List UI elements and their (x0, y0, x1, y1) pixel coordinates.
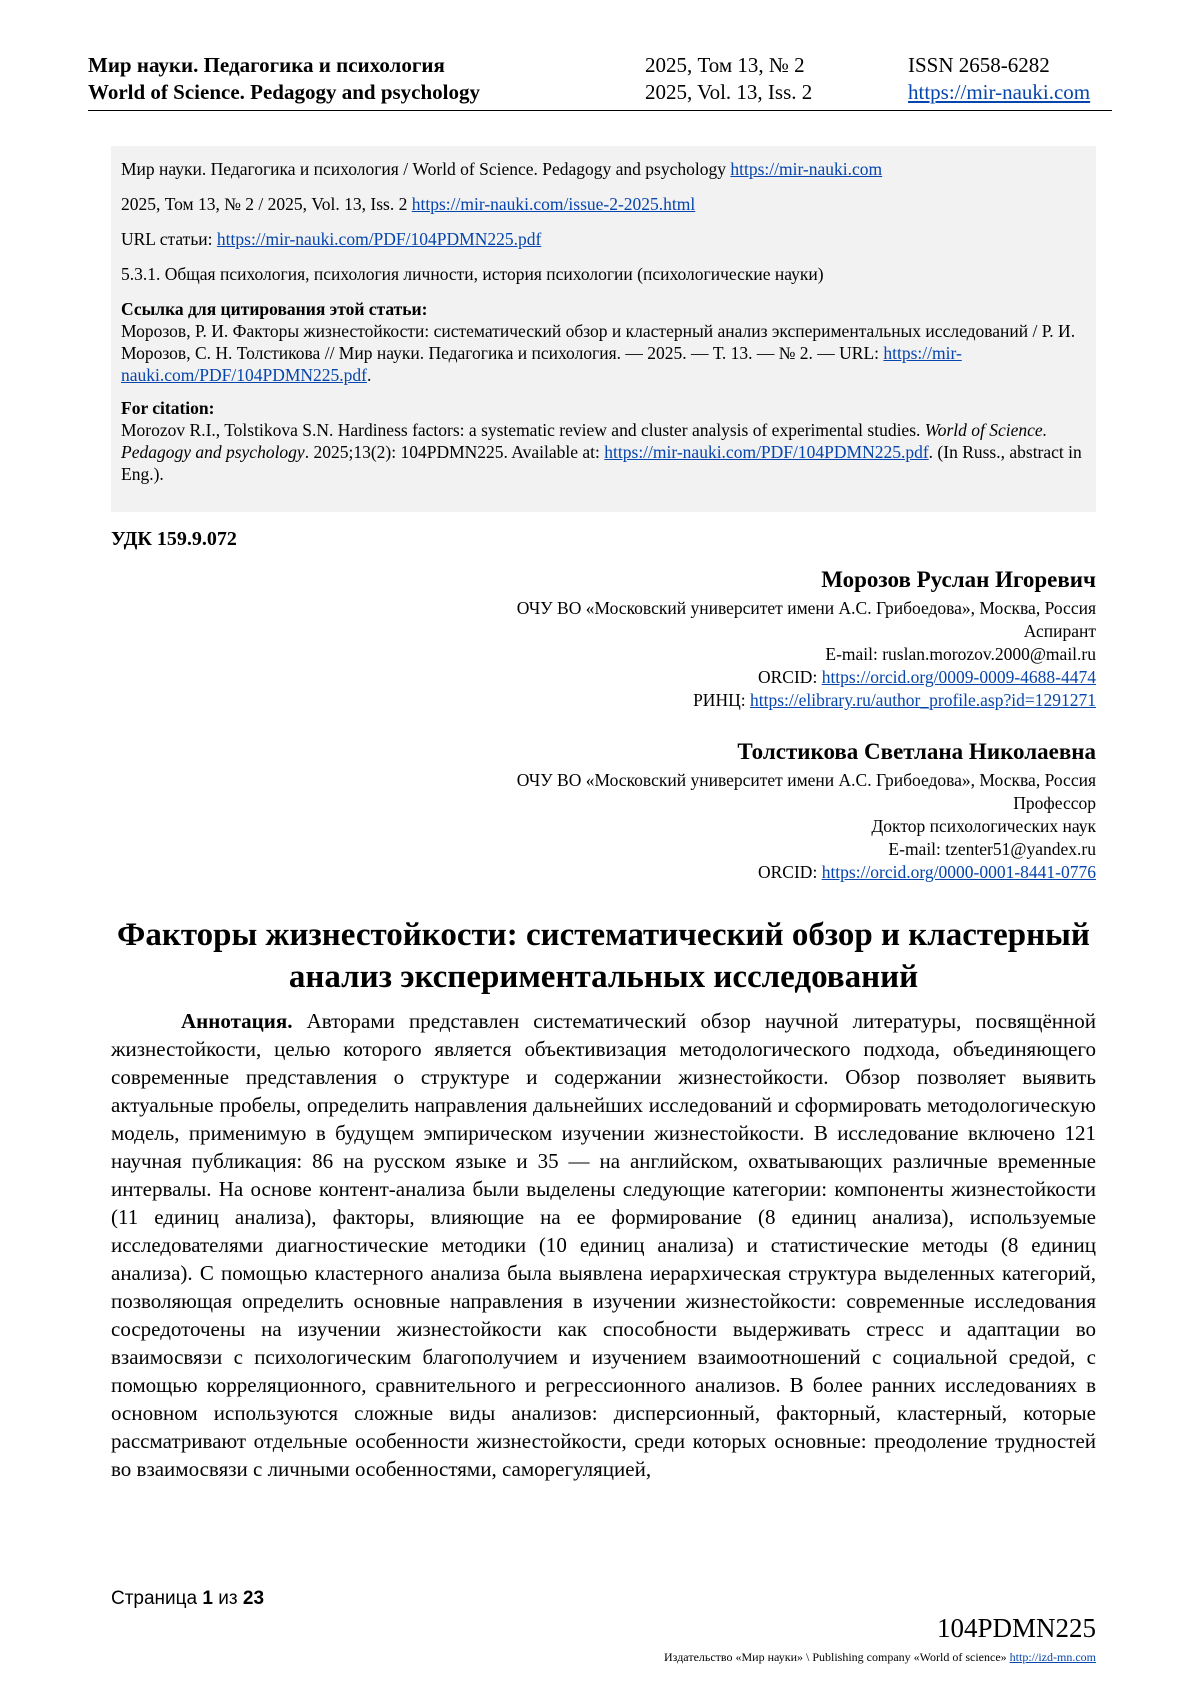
issue-en: 2025, Vol. 13, Iss. 2 (645, 80, 813, 104)
author-affiliation: ОЧУ ВО «Московский университет имени А.С. Грибоедова», Москва, Россия (516, 598, 1096, 618)
journal-name-ru: Мир науки. Педагогика и психология (88, 53, 445, 77)
author-name: Толстикова Светлана Николаевна (737, 739, 1096, 764)
issn: ISSN 2658-6282 (908, 53, 1050, 77)
info-line-issue: 2025, Том 13, № 2 / 2025, Vol. 13, Iss. 2 https://mir-nauki.com/issue-2-2025.html (121, 194, 696, 214)
citation-en: Morozov R.I., Tolstikova S.N. Hardiness factors: a systematic review and cluster analysis of experimental studies. World of Science. Pedagogy and psychology. 2025;13(2): 104PDMN225. Available at: https://mir-nauki.com/PDF/104PDMN225.pdf. (In Russ., abstract in Eng.). (121, 420, 1082, 484)
author-2 (517, 737, 1096, 884)
issue-ru: 2025, Том 13, № 2 (645, 53, 805, 77)
total-pages: 23 (242, 1588, 265, 1609)
author-orcid: ORCID: https://orcid.org/0009-0009-4688-4474 (758, 667, 1096, 687)
journal-name (88, 52, 480, 106)
info-line-journal: Мир науки. Педагогика и психология / World of Science. Pedagogy and psychology https://mir-nauki.com (121, 159, 883, 179)
author-degree: Доктор психологических наук (871, 816, 1096, 836)
orcid-link[interactable]: https://orcid.org/0000-0001-8441-0776 (821, 862, 1096, 882)
issue-info (645, 52, 812, 106)
info-line-specialty: 5.3.1. Общая психология, психология личности, история психологии (психологические науки) (121, 264, 824, 284)
journal-name-en: World of Science. Pedagogy and psychology (88, 80, 481, 104)
article-url-link[interactable]: https://mir-nauki.com/PDF/104PDMN225.pdf (216, 229, 542, 249)
current-page: 1 (202, 1588, 213, 1609)
citation-ru: Морозов, Р. И. Факторы жизнестойкости: систематический обзор и кластерный анализ экспериментальных исследований / Р. И. Морозов, С. Н. Толстикова // Мир науки. Педагогика и психология. — 2025. — Т. 13. — № 2. — URL: https://mir-nauki.com/PDF/104PDMN225.pdf. (121, 321, 1076, 385)
author-email: E-mail: ruslan.morozov.2000@mail.ru (825, 644, 1096, 664)
info-line-url: URL статьи: https://mir-nauki.com/PDF/104PDMN225.pdf (121, 229, 542, 249)
issue-link[interactable]: https://mir-nauki.com/issue-2-2025.html (411, 194, 696, 214)
article-info-box (111, 146, 1096, 512)
author-name: Морозов Руслан Игоревич (821, 567, 1096, 592)
author-orcid: ORCID: https://orcid.org/0000-0001-8441-0776 (758, 862, 1096, 882)
author-affiliation: ОЧУ ВО «Московский университет имени А.С. Грибоедова», Москва, Россия (516, 770, 1096, 790)
author-email: E-mail: tzenter51@yandex.ru (888, 839, 1096, 859)
publisher-link[interactable]: http://izd-mn.com (1009, 1650, 1096, 1664)
abstract-label: Аннотация. (181, 1009, 293, 1033)
page-counter: Страница 1 из 23 (111, 1588, 265, 1609)
citation-en-link[interactable]: https://mir-nauki.com/PDF/104PDMN225.pdf (604, 442, 929, 462)
author-1 (517, 565, 1096, 712)
publisher-line: Издательство «Мир науки» \ Publishing company «World of science» http://izd-mn.com (664, 1650, 1096, 1664)
journal-site-link[interactable]: https://mir-nauki.com (908, 80, 1091, 104)
rinc-link[interactable]: https://elibrary.ru/author_profile.asp?id=1291271 (749, 690, 1096, 710)
journal-header (88, 52, 1112, 111)
author-rinc: РИНЦ: https://elibrary.ru/author_profile.asp?id=1291271 (693, 690, 1096, 710)
orcid-link[interactable]: https://orcid.org/0009-0009-4688-4474 (821, 667, 1096, 687)
abstract (111, 1007, 1096, 1483)
citation-ru-link[interactable]: https://mir-nauki.com/PDF/104PDMN225.pdf (121, 343, 962, 385)
journal-link[interactable]: https://mir-nauki.com (730, 159, 883, 179)
article-code: 104PDMN225 (936, 1613, 1096, 1643)
citation-en-heading: For citation: (121, 398, 215, 418)
article-title: Факторы жизнестойкости: систематический обзор и кластерный анализ экспериментальных исследований (117, 917, 1090, 995)
abstract-text: Авторами представлен систематический обзор научной литературы, посвящённой жизнестойкости, целью которого является объективизация методологического подхода, объединяющего современные представления о структуре и содержании жизнестойкости. Обзор позволяет выявить актуальные пробелы, определить направления дальнейших исследований и сформировать методологическую модель, применимую в будущем эмпирическом изучении жизнестойкости. В исследование включено 121 научная публикация: 86 на русском языке и 35 — на английском, охватывающих различные временные интервалы. На основе контент-анализа были выделены следующие категории: компоненты жизнестойкости (11 единиц анализа), факторы, влияющие на ее формирование (8 единиц анализа), используемые исследователями диагностические методики (10 единиц анализа) и статистические методы (8 единиц анализа). С помощью кластерного анализа была выявлена иерархическая структура выделенных категорий, позволяющая определить основные направления в изучении жизнестойкости: современные исследования сосредоточены на изучении жизнестойкости как способности выдерживать стресс и адаптации во взаимосвязи с психологическим благополучием и изучением взаимоотношений с социальной средой, с помощью корреляционного, сравнительного и регрессионного анализов. В более ранних исследованиях в основном используются сложные виды анализов: дисперсионный, факторный, кластерный, которые рассматривают отдельные особенности жизнестойкости, среди которых основные: преодоление трудностей во взаимосвязи с личными особенностями, саморегуляцией, (111, 1009, 1096, 1481)
author-position: Аспирант (1023, 621, 1096, 641)
citation-ru-heading: Ссылка для цитирования этой статьи: (121, 299, 428, 319)
udk-code: УДК 159.9.072 (111, 528, 237, 550)
issn-block (908, 52, 1090, 106)
author-position: Профессор (1013, 793, 1096, 813)
